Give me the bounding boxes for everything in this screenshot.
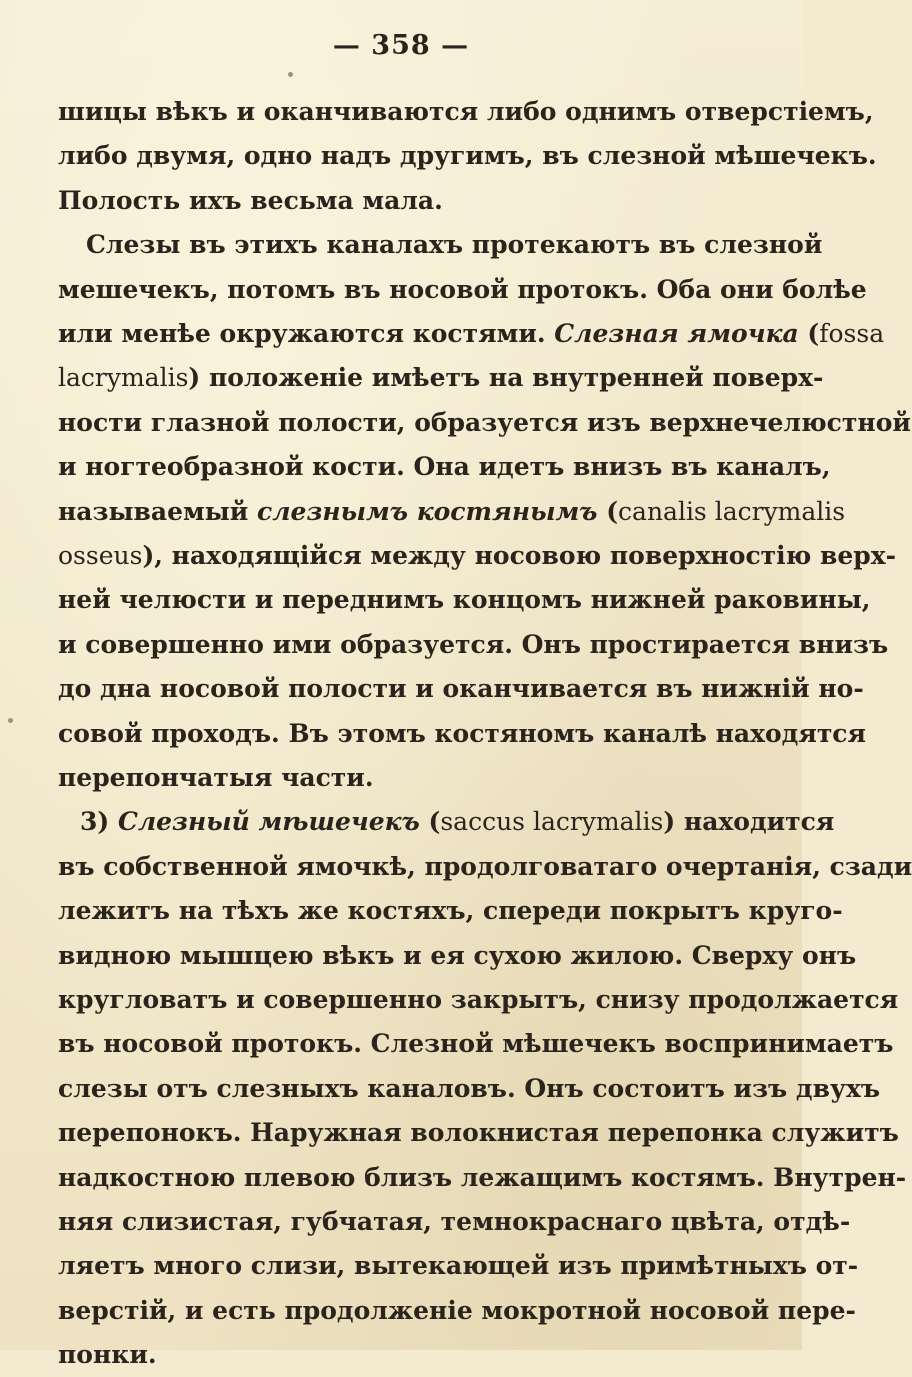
text-line bbox=[58, 712, 866, 756]
text-line bbox=[58, 756, 771, 800]
text-line bbox=[58, 889, 843, 933]
text-line bbox=[80, 800, 835, 844]
text-run: Полость ихъ весьма мала. bbox=[58, 185, 443, 215]
text-line bbox=[58, 623, 889, 667]
text-line bbox=[58, 667, 864, 711]
text-line bbox=[58, 356, 824, 400]
latin-term: saccus lacrymalis bbox=[440, 807, 664, 837]
text-run: ) находится bbox=[663, 807, 835, 837]
text-line bbox=[86, 223, 823, 267]
text-run: ) положеніе имѣетъ на внутренней поверх- bbox=[188, 363, 824, 393]
latin-term: fossa bbox=[819, 319, 885, 348]
text-run: ней челюсти и переднимъ концомъ нижней раковины, bbox=[58, 585, 871, 615]
text-run: перепончатыя части. bbox=[58, 763, 374, 792]
text-line bbox=[58, 578, 871, 622]
italic-term: Слезный мѣшечекъ bbox=[117, 807, 420, 837]
text-line bbox=[58, 934, 857, 978]
text-run: до дна носовой полости и оканчивается въ нижній но- bbox=[58, 674, 864, 704]
text-line bbox=[58, 179, 771, 223]
text-run: ( bbox=[419, 807, 441, 837]
page-number: — 358 — bbox=[332, 30, 470, 61]
text-run: ( bbox=[597, 496, 619, 526]
text-run: мешечекъ, потомъ въ носовой протокъ. Оба они болѣе bbox=[58, 274, 867, 304]
text-run: совой проходъ. Въ этомъ костяномъ каналѣ находятся bbox=[58, 718, 866, 748]
text-run: либо двумя, одно надъ другимъ, въ слезной мѣшечекъ. bbox=[58, 141, 877, 171]
text-run: няя слизистая, губчатая, темнокраснаго цвѣта, отдѣ- bbox=[58, 1207, 851, 1236]
text-run: ляетъ много слизи, вытекающей изъ примѣтныхъ от- bbox=[58, 1251, 859, 1281]
text-line bbox=[58, 845, 912, 889]
text-line bbox=[58, 134, 877, 178]
text-run: ), находящійся между носовою поверхностію верх- bbox=[142, 541, 897, 570]
text-line bbox=[58, 1111, 899, 1155]
text-line bbox=[58, 401, 911, 445]
text-line bbox=[58, 490, 846, 534]
text-run: и ногтеобразной кости. Она идетъ внизъ въ каналъ, bbox=[58, 452, 831, 482]
text-line bbox=[58, 1289, 856, 1333]
latin-term: lacrymalis bbox=[58, 363, 189, 393]
latin-term: canalis lacrymalis bbox=[618, 496, 846, 526]
italic-term: слезнымъ костянымъ bbox=[257, 496, 598, 526]
text-run: ( bbox=[798, 319, 820, 348]
text-line bbox=[58, 1200, 851, 1244]
text-line bbox=[58, 312, 885, 356]
text-line bbox=[58, 1156, 907, 1200]
text-run: называемый bbox=[58, 496, 258, 526]
text-line bbox=[58, 978, 899, 1022]
text-run: въ носовой протокъ. Слезной мѣшечекъ воспринимаетъ bbox=[58, 1029, 894, 1059]
text-run: или менѣе окружаются костями. bbox=[58, 319, 555, 348]
text-line bbox=[58, 1022, 894, 1066]
text-run: и совершенно ими образуется. Онъ простирается внизъ bbox=[58, 629, 889, 659]
text-run: ности глазной полости, образуется изъ верхнечелюстной bbox=[58, 407, 911, 437]
text-run: шицы вѣкъ и оканчиваются либо однимъ отверстіемъ, bbox=[58, 97, 874, 126]
text-line bbox=[58, 1333, 771, 1377]
latin-term: osseus bbox=[58, 541, 143, 570]
text-line bbox=[58, 1244, 859, 1288]
text-run: верстій, и есть продолженіе мокротной носовой пере- bbox=[58, 1295, 856, 1325]
text-run: видною мышцею вѣкъ и ея сухою жилою. Сверху онъ bbox=[58, 940, 857, 970]
text-run: надкостною плевою близъ лежащимъ костямъ. Внутрен- bbox=[58, 1162, 907, 1192]
text-run: лежитъ на тѣхъ же костяхъ, спереди покрытъ круго- bbox=[58, 896, 843, 926]
text-line bbox=[58, 445, 831, 489]
text-run: понки. bbox=[58, 1340, 157, 1370]
text-run: въ собственной ямочкѣ, продолговатаго очертанія, сзади bbox=[58, 851, 912, 881]
text-line bbox=[58, 534, 897, 578]
italic-term: Слезная ямочка bbox=[554, 319, 799, 348]
text-run: перепонокъ. Наружная волокнистая перепонка служитъ bbox=[58, 1118, 899, 1148]
ink-speck bbox=[288, 72, 293, 77]
text-line bbox=[58, 1067, 881, 1111]
text-run: Слезы въ этихъ каналахъ протекаютъ въ слезной bbox=[86, 230, 823, 260]
text-line bbox=[58, 90, 874, 134]
text-run: 3) bbox=[80, 807, 118, 837]
text-run: кругловатъ и совершенно закрытъ, снизу продолжается bbox=[58, 985, 899, 1014]
text-line bbox=[58, 268, 867, 312]
text-run: слезы отъ слезныхъ каналовъ. Онъ состоитъ изъ двухъ bbox=[58, 1073, 881, 1103]
ink-speck bbox=[8, 718, 13, 723]
